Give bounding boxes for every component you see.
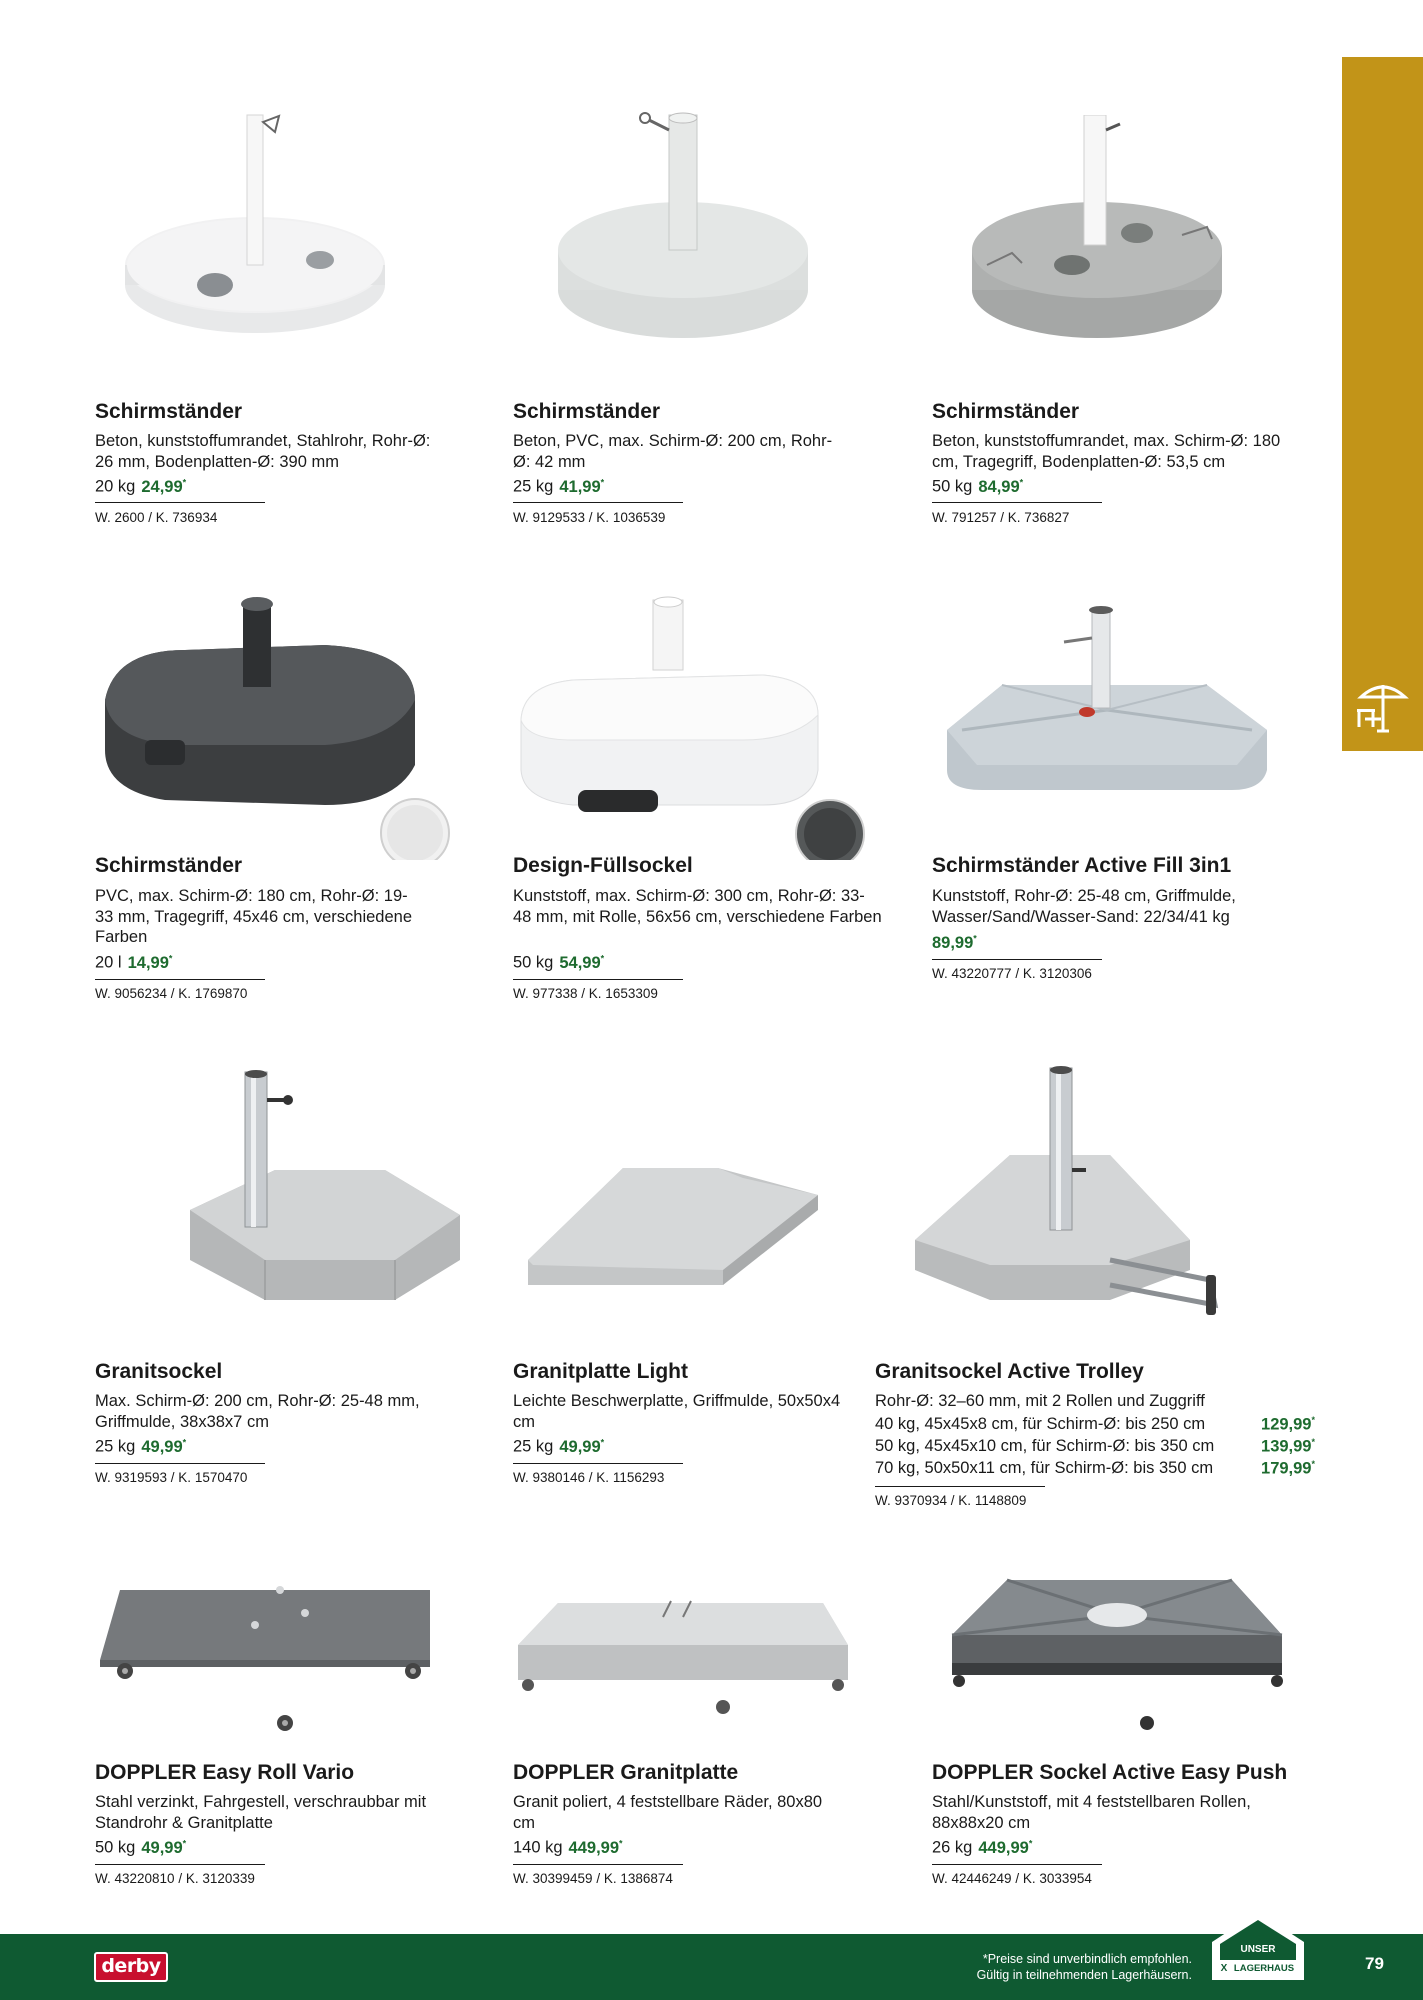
article-codes: W. 9056234 / K. 1769870 — [95, 986, 248, 1001]
price: 89,99* — [932, 933, 977, 952]
price-line — [513, 477, 604, 497]
price: 24,99* — [141, 477, 187, 496]
product-card — [513, 590, 913, 1010]
svg-text:UNSER: UNSER — [1240, 1944, 1276, 1955]
price: 449,99* — [568, 1838, 623, 1857]
product-card — [95, 1060, 495, 1490]
price-line — [513, 953, 604, 973]
article-codes: W. 43220810 / K. 3120339 — [95, 1871, 255, 1886]
product-card — [875, 1060, 1325, 1530]
divider — [513, 1463, 683, 1464]
price-line — [513, 1838, 623, 1858]
price-line — [513, 1437, 604, 1457]
divider — [95, 502, 265, 503]
price: 84,99* — [978, 477, 1024, 496]
product-title: Granitsockel — [95, 1360, 223, 1383]
price-line — [95, 1838, 186, 1858]
quantity: 25 kg — [513, 1437, 554, 1456]
article-codes: W. 2600 / K. 736934 — [95, 510, 218, 525]
product-card — [513, 1575, 913, 1895]
product-card — [95, 90, 495, 530]
product-image — [553, 110, 813, 360]
product-description: Rohr-Ø: 32–60 mm, mit 2 Rollen und Zuggriff — [875, 1392, 1205, 1410]
page-number: 79 — [1365, 1954, 1384, 1973]
product-title: Granitplatte Light — [513, 1360, 688, 1383]
variant-text: 50 kg, 45x45x10 cm, für Schirm-Ø: bis 350 cm — [875, 1437, 1215, 1455]
product-title: DOPPLER Granitplatte — [513, 1761, 739, 1784]
variant-text: 40 kg, 45x45x8 cm, für Schirm-Ø: bis 250 cm — [875, 1415, 1206, 1433]
product-description: PVC, max. Schirm-Ø: 180 cm, Rohr-Ø: 19-33 mm, Tragegriff, 45x46 cm, verschiedene Farben — [95, 887, 413, 946]
patio-umbrella-icon — [1355, 675, 1411, 735]
divider — [513, 979, 683, 980]
quantity: 26 kg — [932, 1838, 973, 1857]
price-line — [932, 1838, 1032, 1858]
product-description: Leichte Beschwerplatte, Griffmulde, 50x50x4 cm — [513, 1392, 841, 1431]
variant-text: 70 kg, 50x50x11 cm, für Schirm-Ø: bis 350 cm — [875, 1459, 1214, 1477]
product-card — [95, 1575, 495, 1895]
article-codes: W. 9370934 / K. 1148809 — [875, 1493, 1027, 1508]
variant-row — [875, 1415, 1315, 1437]
price: 49,99* — [559, 1437, 605, 1456]
variant-price: 179,99* — [1261, 1459, 1315, 1478]
product-card — [932, 90, 1332, 530]
price-line — [95, 477, 186, 497]
divider — [875, 1486, 1045, 1487]
price: 54,99* — [559, 953, 605, 972]
variant-row — [875, 1437, 1315, 1459]
divider — [95, 1463, 265, 1464]
price: 14,99* — [127, 953, 173, 972]
quantity: 50 kg — [95, 1838, 136, 1857]
product-card — [932, 590, 1332, 1010]
quantity: 25 kg — [513, 477, 554, 496]
product-title: Schirmständer — [513, 400, 661, 423]
product-title: Schirmständer — [95, 400, 243, 423]
quantity: 20 l — [95, 953, 122, 972]
svg-text:X: X — [1220, 1963, 1228, 1974]
product-description: Stahl verzinkt, Fahrgestell, verschraubbar mit Standrohr & Granitplatte — [95, 1793, 427, 1832]
divider — [513, 1864, 683, 1865]
quantity: 50 kg — [932, 477, 973, 496]
price-line — [95, 1437, 186, 1457]
product-card — [932, 1575, 1332, 1895]
product-description: Beton, kunststoffumrandet, max. Schirm-Ø: 180 cm, Tragegriff, Bodenplatten-Ø: 53,5 cm — [932, 432, 1281, 471]
product-title: DOPPLER Easy Roll Vario — [95, 1761, 355, 1784]
product-image — [947, 1575, 1297, 1735]
variant-price: 129,99* — [1261, 1415, 1315, 1434]
variant-row — [875, 1459, 1315, 1481]
product-description: Beton, kunststoffumrandet, Stahlrohr, Rohr-Ø: 26 mm, Bodenplatten-Ø: 390 mm — [95, 432, 431, 471]
product-image — [942, 590, 1272, 810]
divider — [932, 959, 1102, 960]
product-card — [513, 90, 913, 530]
article-codes: W. 30399459 / K. 1386874 — [513, 1871, 673, 1886]
product-image — [910, 1060, 1230, 1340]
quantity: 20 kg — [95, 477, 136, 496]
quantity: 25 kg — [95, 1437, 136, 1456]
product-description: Stahl/Kunststoff, mit 4 feststellbaren Rollen, 88x88x20 cm — [932, 1793, 1251, 1832]
article-codes: W. 977338 / K. 1653309 — [513, 986, 658, 1001]
product-description: Kunststoff, Rohr-Ø: 25-48 cm, Griffmulde, Wasser/Sand/Wasser-Sand: 22/34/41 kg — [932, 887, 1236, 926]
price: 41,99* — [559, 477, 605, 496]
quantity: 140 kg — [513, 1838, 563, 1857]
product-description: Beton, PVC, max. Schirm-Ø: 200 cm, Rohr-Ø: 42 mm — [513, 432, 833, 471]
price: 49,99* — [141, 1838, 187, 1857]
price-line — [95, 953, 172, 973]
product-title: Schirmständer Active Fill 3in1 — [932, 854, 1232, 877]
product-image — [513, 1595, 853, 1735]
product-description: Granit poliert, 4 feststellbare Räder, 80x80 cm — [513, 1793, 823, 1832]
product-image — [967, 115, 1227, 365]
article-codes: W. 43220777 / K. 3120306 — [932, 966, 1092, 981]
product-title: Design-Füllsockel — [513, 854, 693, 877]
product-card — [513, 1060, 913, 1490]
product-description: Kunststoff, max. Schirm-Ø: 300 cm, Rohr-Ø: 33-48 mm, mit Rolle, 56x56 cm, verschiedene Farben — [513, 887, 882, 926]
category-side-tab — [1342, 57, 1423, 751]
price: 449,99* — [978, 1838, 1033, 1857]
product-card — [95, 590, 495, 1010]
product-image — [95, 1575, 445, 1735]
article-codes: W. 9319593 / K. 1570470 — [95, 1470, 248, 1485]
product-title: Granitsockel Active Trolley — [875, 1360, 1144, 1383]
price-line — [932, 933, 977, 953]
product-title: DOPPLER Sockel Active Easy Push — [932, 1761, 1288, 1784]
divider — [95, 1864, 265, 1865]
product-title: Schirmständer — [95, 854, 243, 877]
divider — [932, 502, 1102, 503]
price-line — [932, 477, 1023, 497]
variant-price: 139,99* — [1261, 1437, 1315, 1456]
article-codes: W. 42446249 / K. 3033954 — [932, 1871, 1092, 1886]
divider — [932, 1864, 1102, 1865]
product-title: Schirmständer — [932, 400, 1080, 423]
article-codes: W. 791257 / K. 736827 — [932, 510, 1070, 525]
lagerhaus-logo — [1208, 1908, 1308, 1984]
price-disclaimer: *Preise sind unverbindlich empfohlen. Gültig in teilnehmenden Lagerhäusern. — [976, 1952, 1192, 1982]
product-image — [185, 1060, 465, 1360]
derby-logo: derby — [94, 1952, 168, 1982]
product-image — [120, 110, 390, 360]
svg-text:LAGERHAUS: LAGERHAUS — [1233, 1963, 1295, 1974]
quantity: 50 kg — [513, 953, 554, 972]
article-codes: W. 9129533 / K. 1036539 — [513, 510, 666, 525]
price: 49,99* — [141, 1437, 187, 1456]
product-image — [523, 1160, 823, 1320]
divider — [95, 979, 265, 980]
article-codes: W. 9380146 / K. 1156293 — [513, 1470, 665, 1485]
product-image — [513, 590, 873, 860]
product-description: Max. Schirm-Ø: 200 cm, Rohr-Ø: 25-48 mm, Griffmulde, 38x38x7 cm — [95, 1392, 420, 1431]
product-image — [95, 590, 455, 860]
divider — [513, 502, 683, 503]
